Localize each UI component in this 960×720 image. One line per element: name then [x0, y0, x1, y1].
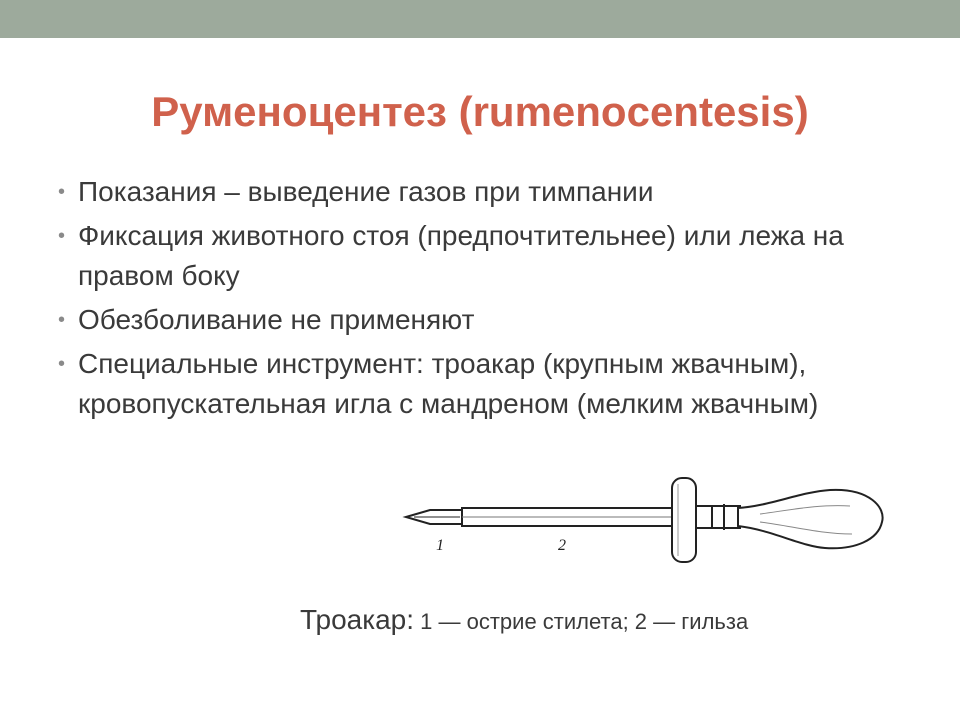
bullet-item	[56, 344, 856, 424]
bullet-icon: •	[58, 309, 66, 331]
neck-drawing	[696, 506, 740, 528]
bullet-text: Показания – выведение газов при тимпании	[78, 176, 654, 207]
bullet-icon: •	[58, 225, 66, 247]
top-decorative-bar	[0, 0, 960, 38]
caption-text: 1 — острие стилета; 2 — гильза	[414, 609, 749, 634]
bullet-list	[56, 172, 856, 428]
figure-label-2: 2	[558, 537, 566, 554]
bullet-icon: •	[58, 353, 66, 375]
bullet-item	[56, 172, 856, 212]
guard-plate-drawing	[672, 478, 696, 562]
figure-caption	[300, 604, 920, 636]
bullet-text: Обезболивание не применяют	[78, 304, 475, 335]
bullet-item	[56, 300, 856, 340]
bullet-icon: •	[58, 181, 66, 203]
handle-drawing	[738, 490, 883, 548]
bullet-text: Специальные инструмент: троакар (крупным жвачным), кровопускательная игла с мандреном (мелким жвачным)	[78, 348, 819, 419]
bullet-text: Фиксация животного стоя (предпочтительнее) или лежа на правом боку	[78, 220, 844, 291]
caption-lead: Троакар:	[300, 604, 415, 635]
bullet-item	[56, 216, 856, 296]
slide-title: Руменоцентез (rumenocentesis)	[151, 88, 809, 135]
figure-label-1: 1	[436, 537, 444, 554]
trocar-illustration	[400, 470, 890, 580]
